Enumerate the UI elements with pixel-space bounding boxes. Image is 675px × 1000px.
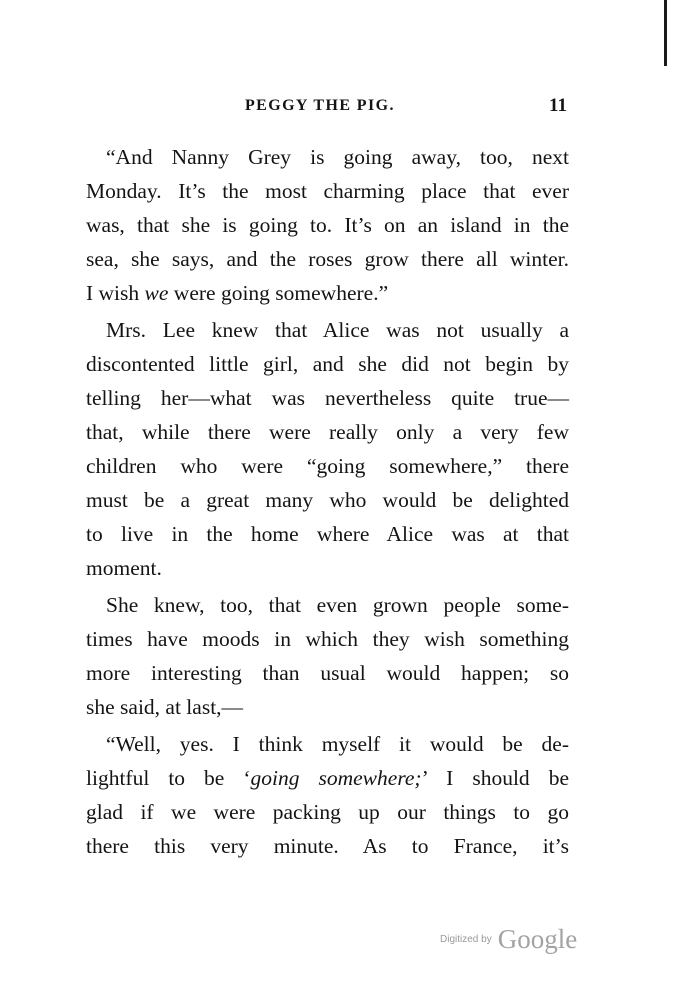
text-line: Mrs. Lee knew that Alice was not usually a (106, 318, 569, 342)
paragraph-4 (86, 727, 569, 863)
page-edge-line (664, 0, 667, 66)
text-line: must be a great many who would be delighted (86, 488, 569, 512)
text-line: that, while there were really only a very few (86, 420, 569, 444)
paragraph-1 (86, 140, 569, 310)
text-line: times have moods in which they wish something (86, 627, 569, 651)
text-line: discontented little girl, and she did not begin by (86, 352, 569, 376)
text-segment: were going somewhere.” (168, 281, 389, 305)
text-line: was, that she is going to. It’s on an island in the (86, 213, 569, 237)
text-line: “And Nanny Grey is going away, too, next (106, 145, 569, 169)
text-line: more interesting than usual would happen; so (86, 661, 569, 685)
text-line: moment. (86, 556, 162, 580)
text-segment: ’ I should be (421, 766, 569, 790)
paragraph-3 (86, 588, 569, 724)
text-line (86, 761, 569, 795)
text-line: she said, at last,— (86, 695, 244, 719)
digitization-watermark (440, 924, 577, 955)
text-line: telling her—what was nevertheless quite true— (86, 386, 569, 410)
text-line: Monday. It’s the most charming place that ever (86, 179, 569, 203)
page-number: 11 (549, 95, 567, 116)
body-text (86, 140, 569, 863)
text-segment: I wish (86, 281, 145, 305)
watermark-prefix: Digitized by (440, 934, 492, 945)
running-head: PEGGY THE PIG. (245, 97, 395, 114)
text-line: sea, she says, and the roses grow there all winter. (86, 247, 569, 271)
emphasis-text: we (144, 281, 169, 305)
text-line: to live in the home where Alice was at that (86, 522, 569, 546)
text-line: She knew, too, that even grown people some- (106, 593, 569, 617)
text-line: glad if we were packing up our things to go (86, 800, 569, 824)
text-line (86, 276, 569, 310)
text-line: there this very minute. As to France, it’s (86, 834, 569, 858)
emphasis-text: going somewhere; (250, 766, 422, 790)
text-line: “Well, yes. I think myself it would be de- (106, 732, 569, 756)
paragraph-2 (86, 313, 569, 585)
text-segment: lightful to be ‘ (86, 766, 251, 790)
text-line: children who were “going somewhere,” there (86, 454, 569, 478)
watermark-brand-logo: Google (497, 924, 578, 954)
